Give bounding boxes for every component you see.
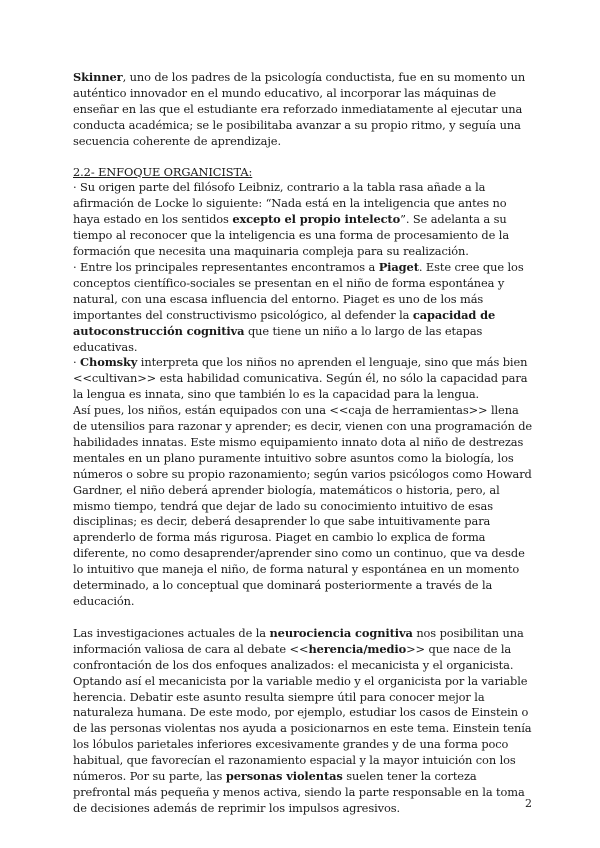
paragraph-neuroscience	[73, 626, 533, 817]
paragraph-text: >> que nace de la confrontación de los dos enfoques analizados: el mecanicista y el organicista. Optando así el mecanicista por la variable medio y el organicista por la variable herencia. Debatir este asunto resulta siempre útil para conocer mejor la naturaleza humana. De este modo, por ejemplo, estudiar los casos de Einstein o de las personas violentas nos ayuda a posicionarnos en este tema. Einstein tenía los lóbulos parietales inferiores excesivamente grandes y de una forma poco habitual, que favorecían el razonamiento espacial y la mayor intuición con los números. Por su parte, las	[73, 641, 532, 784]
paragraph-skinner	[73, 70, 533, 150]
paragraph-gap	[73, 150, 533, 165]
paragraph-text: nos posibilitan una información valiosa de cara al debate <<	[73, 625, 524, 656]
paragraph-text: interpreta que los niños no aprenden el lenguaje, sino que más bien <<cultivan>> esta habilidad comunicativa. Según él, no sólo la capacidad para la lengua es innata, sino que también lo es la capacidad para la lengua.	[73, 355, 528, 402]
bold-term: herencia/medio	[308, 641, 407, 656]
paragraph-text: Así pues, los niños, están equipados con una <<caja de herramientas>> llena de utensilios para razonar y aprender; es decir, vienen con una programación de habilidades innatas. Este mismo equipamiento innato dota al niño de destrezas mentales en un plano puramente intuitivo sobre asuntos como la biología, los números o sobre su propio razonamiento; según varios psicólogos como Howard Gardner, el niño deberá aprender biología, matemáticos o historia, pero, al mismo tiempo, tendrá que dejar de lado su conocimiento intuitivo de esas disciplinas; es decir, deberá desaprender lo que sabe intuitivamente para aprenderlo de forma más rigurosa. Piaget en cambio lo explica de forma diferente, no como desaprender/aprender sino como un continuo, que va desde lo intuitivo que maneja el niño, de forma natural y espontánea en un momento determinado, a lo conceptual que dominará posteriormente a través de la educación.	[73, 403, 533, 608]
bullet-leibniz	[73, 180, 533, 260]
bold-term: Piaget	[378, 259, 419, 274]
bold-term: Skinner	[73, 70, 123, 84]
bullet-chomsky	[73, 355, 533, 403]
paragraph-text: . Este cree que los conceptos científico-sociales se presentan en el niño de forma espontánea y natural, con una escasa influencia del entorno. Piaget es uno de los más importantes del constructivismo psicológico, al defender la	[73, 259, 524, 322]
bold-term: Chomsky	[80, 355, 138, 370]
page-number: 2	[525, 797, 532, 810]
bold-term: capacidad de autoconstrucción cognitiva	[73, 307, 496, 338]
paragraph-innate-tools	[73, 403, 533, 610]
paragraph-text: ·	[73, 355, 81, 370]
paragraph-text: ”. Se adelanta a su tiempo al reconocer que la inteligencia es una forma de procesamiento de la formación que necesita una maquinaria compleja para su realización.	[73, 212, 510, 259]
bullet-piaget	[73, 260, 533, 355]
paragraph-text: · Entre los principales representantes encontramos a	[73, 259, 379, 274]
paragraph-text: , uno de los padres de la psicología conductista, fue en su momento un auténtico innovador en el mundo educativo, al incorporar las máquinas de enseñar en las que el estudiante era reforzado inmediatamente al ejecutar una conducta académica; se le posibilitaba avanzar a su propio ritmo, y seguía una secuencia coherente de aprendizaje.	[73, 70, 526, 148]
paragraph-text: Las investigaciones actuales de la	[73, 625, 270, 640]
paragraph-gap	[73, 610, 533, 626]
bold-term: personas violentas	[225, 769, 343, 784]
bold-term: excepto el propio intelecto	[232, 212, 401, 227]
paragraph-text: suelen tener la corteza prefrontal más pequeña y menos activa, siendo la parte responsable en la toma de decisiones además de reprimir los impulsos agresivos.	[73, 769, 525, 815]
bold-term: neurociencia cognitiva	[269, 625, 413, 640]
paragraph-text: que tiene un niño a lo largo de las etapas educativas.	[73, 323, 483, 354]
body-text	[73, 70, 533, 817]
section-heading: 2.2- ENFOQUE ORGANICISTA:	[73, 164, 253, 179]
paragraph-text: · Su origen parte del filósofo Leibniz, contrario a la tabla rasa añade a la afirmación de Locke lo siguiente: “Nada está en la inteligencia que antes no haya estado en los sentidos	[73, 180, 507, 227]
